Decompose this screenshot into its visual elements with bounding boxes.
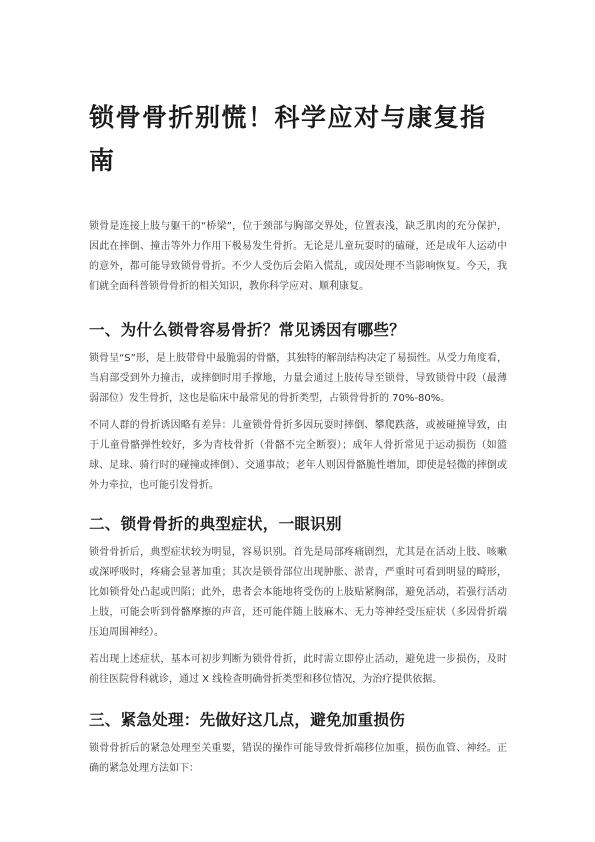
intro-paragraph: 锁骨是连接上肢与躯干的“桥梁”，位于颈部与胸部交界处，位置表浅，缺乏肌肉的充分保护，因此在摔倒、撞击等外力作用下极易发生骨折。无论是儿童玩耍时的磕碰，还是成年人运动中的意外，都可能导致锁骨骨折。不少人受伤后会陷入慌乱，或因处理不当影响恢复。今天，我们就全面科普锁骨骨折的相关知识，教你科学应对、顺利康复。 [89,221,507,292]
section-heading: 一、为什么锁骨容易骨折？常见诱因有哪些？ [89,321,406,339]
article-title: 锁骨骨折别慌！科学应对与康复指南 [89,103,487,175]
section-heading: 三、紧急处理：先做好这几点，避免加重损伤 [89,711,406,729]
section-paragraph: 不同人群的骨折诱因略有差异：儿童锁骨骨折多因玩耍时摔倒、攀爬跌落，或被碰撞导致，由于儿童骨骼弹性较好，多为青枝骨折（骨骼不完全断裂）；成年人骨折常见于运动损伤（如篮球、足球、骑行时的碰撞或摔倒）、交通事故；老年人则因骨骼脆性增加，即使是轻微的摔倒或外力牵拉，也可能引发骨折。 [89,420,507,491]
section-heading: 二、锁骨骨折的典型症状，一眼识别 [89,515,342,533]
article-body [89,96,507,779]
section-paragraph: 锁骨骨折后的紧急处理至关重要，错误的操作可能导致骨折端移位加重，损伤血管、神经。正确的紧急处理方法如下： [89,743,507,774]
section-paragraph: 锁骨骨折后，典型症状较为明显，容易识别。首先是局部疼痛剧烈，尤其是在活动上肢、咳嗽或深呼吸时，疼痛会显著加重；其次是锁骨部位出现肿胀、淤青，严重时可看到明显的畸形，比如锁骨处凸起或凹陷；此外，患者会本能地将受伤的上肢贴紧胸部，避免活动，若强行活动上肢，可能会听到骨骼摩擦的声音，还可能伴随上肢麻木、无力等神经受压症状（多因骨折端压迫周围神经）。 [89,547,507,638]
section-paragraph: 锁骨呈“S”形，是上肢带骨中最脆弱的骨骼，其独特的解剖结构决定了易损性。从受力角度看，当肩部受到外力撞击，或摔倒时用手撑地，力量会通过上肢传导至锁骨，导致锁骨中段（最薄弱部位）发生骨折，这也是临床中最常见的骨折类型，占锁骨骨折的 70%-80%。 [89,353,507,404]
section-paragraph: 若出现上述症状，基本可初步判断为锁骨骨折，此时需立即停止活动，避免进一步损伤，及时前往医院骨科就诊，通过 X 线检查明确骨折类型和移位情况，为治疗提供依据。 [89,654,507,685]
section-causes [89,318,507,496]
section-emergency [89,708,507,779]
section-symptoms [89,512,507,690]
